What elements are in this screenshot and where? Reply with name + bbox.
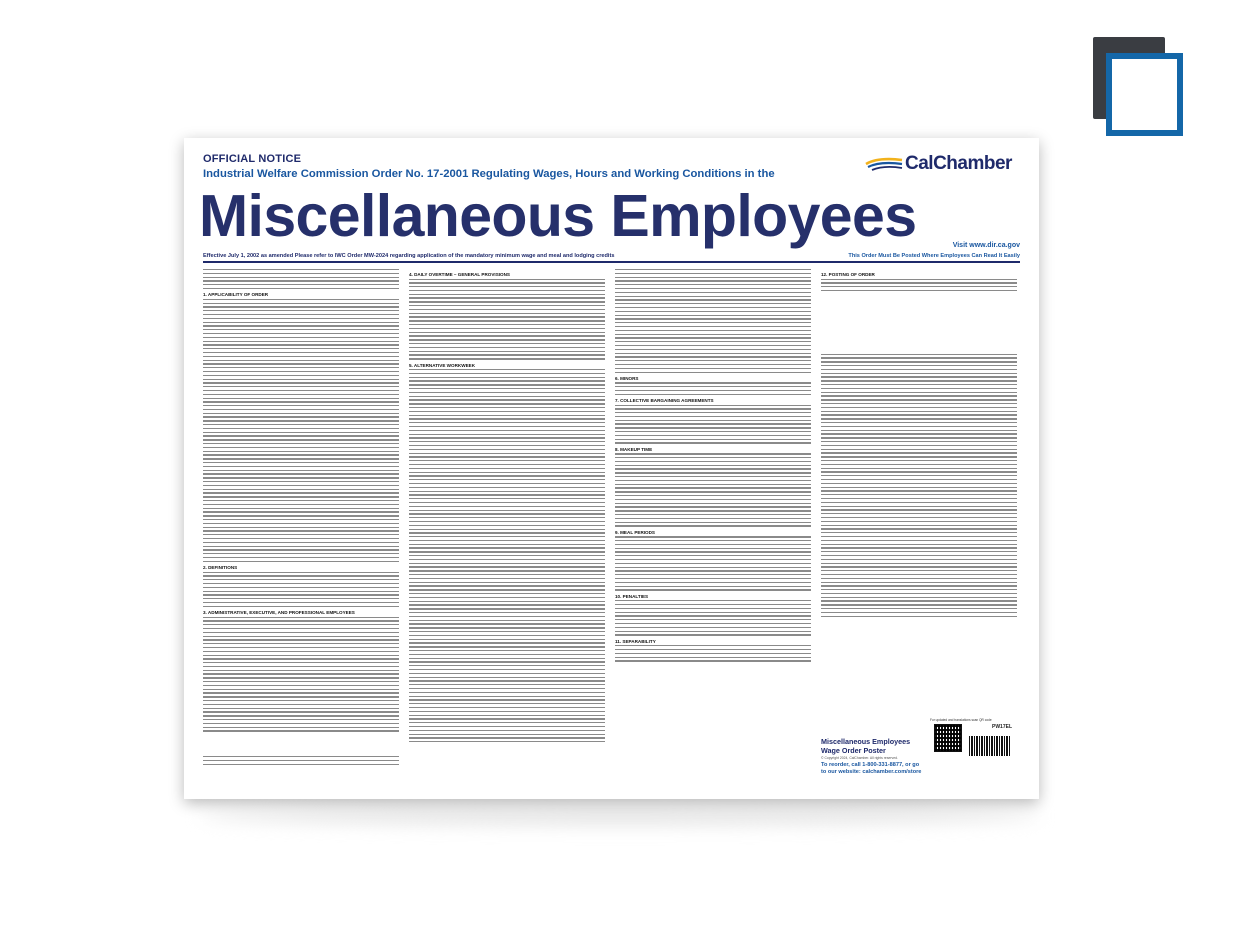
section-text <box>615 453 811 526</box>
order-title: Miscellaneous Employees <box>821 737 911 746</box>
section-text <box>409 369 605 742</box>
poster <box>184 138 1039 799</box>
section-text <box>203 617 399 732</box>
brand-name: CalChamber <box>905 153 1012 174</box>
qr-label: For updated and translations scan QR code <box>930 718 992 722</box>
badge-front <box>1106 53 1183 136</box>
calchamber-logo-icon <box>864 156 904 172</box>
section-heading: 12. POSTING OF ORDER <box>821 272 875 277</box>
section-text <box>203 299 399 562</box>
section-text <box>615 536 811 590</box>
section-heading: 4. DAILY OVERTIME – GENERAL PROVISIONS <box>409 272 511 277</box>
order-title-2: Wage Order Poster <box>821 746 886 755</box>
section-text <box>409 279 605 360</box>
copyright: © Copyright 2024, CalChamber. All rights reserved. <box>821 756 898 760</box>
posting-notice: This Order Must Be Posted Where Employees Can Read It Easily <box>848 253 1020 259</box>
official-notice: OFFICIAL NOTICE <box>203 153 302 165</box>
section-text <box>615 600 811 635</box>
section-heading: 7. COLLECTIVE BARGAINING AGREEMENTS <box>615 398 714 403</box>
header-divider <box>203 261 1020 263</box>
page-title: Miscellaneous Employees <box>199 183 917 249</box>
reorder-phone: To reorder, call 1-800-331-8877, or go <box>821 762 920 768</box>
effective-date: Effective July 1, 2002 as amended Please refer to IWC Order MW-2024 regarding application of the mandatory minimum wage and meal and lodging credits <box>203 253 615 259</box>
enforcement-text <box>821 354 1017 617</box>
order-info <box>821 738 1021 786</box>
section-heading: 8. MAKEUP TIME <box>615 446 653 452</box>
column-2 <box>409 269 605 745</box>
section-heading: 10. PENALTIES <box>615 593 649 599</box>
section-heading: 11. SEPARABILITY <box>615 638 656 644</box>
section-text <box>615 382 811 395</box>
copy-document-icon <box>1093 37 1183 135</box>
section-text <box>821 279 1017 292</box>
section-heading: 2. DEFINITIONS <box>203 565 238 571</box>
column-4 <box>821 269 1017 619</box>
section-heading: 6. MINORS <box>615 375 639 381</box>
section-text <box>615 269 811 373</box>
column-3 <box>615 269 811 664</box>
order-subtitle: Industrial Welfare Commission Order No. 17-2001 Regulating Wages, Hours and Working Conditions in the <box>203 168 775 180</box>
column-1 <box>203 269 399 734</box>
intro-text <box>203 269 399 289</box>
poster-shadow <box>200 806 1040 826</box>
section-heading: 1. APPLICABILITY OF ORDER <box>203 292 269 298</box>
section-text <box>615 645 811 661</box>
reorder-website: to our website: calchamber.com/store <box>821 769 922 775</box>
visit-link: Visit www.dir.ca.gov <box>952 242 1020 249</box>
section-text <box>203 572 399 607</box>
footnote <box>203 756 399 767</box>
calchamber-logo <box>864 152 1024 176</box>
section-heading: 9. MEAL PERIODS <box>615 529 655 535</box>
sku: PW17EL <box>992 724 1013 730</box>
section-heading: 3. ADMINISTRATIVE, EXECUTIVE, AND PROFESSIONAL EMPLOYEES <box>203 610 355 616</box>
section-text <box>615 405 811 444</box>
section-heading: 5. ALTERNATIVE WORKWEEK <box>409 362 476 368</box>
